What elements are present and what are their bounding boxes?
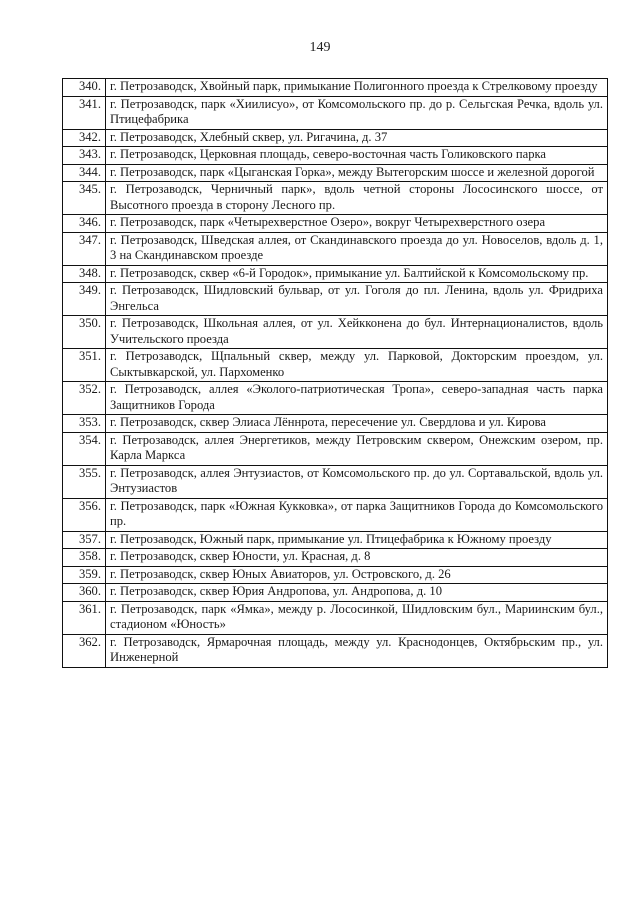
row-number: 341. (63, 96, 106, 129)
row-number: 344. (63, 164, 106, 182)
table-row (63, 382, 608, 415)
table-row (63, 432, 608, 465)
table-row (63, 584, 608, 602)
address-table (62, 78, 608, 668)
row-address: г. Петрозаводск, парк «Цыганская Горка», между Вытегорским шоссе и железной дорогой (106, 164, 608, 182)
row-address: г. Петрозаводск, Церковная площадь, северо-восточная часть Голиковского парка (106, 147, 608, 165)
table-row (63, 79, 608, 97)
row-address: г. Петрозаводск, Хвойный парк, примыкание Полигонного проезда к Стрелковому проезду (106, 79, 608, 97)
row-address: г. Петрозаводск, Хлебный сквер, ул. Ригачина, д. 37 (106, 129, 608, 147)
row-address: г. Петрозаводск, сквер Элиаса Лённрота, пересечение ул. Свердлова и ул. Кирова (106, 415, 608, 433)
row-address: г. Петрозаводск, сквер Юрия Андропова, ул. Андропова, д. 10 (106, 584, 608, 602)
row-address: г. Петрозаводск, парк «Четырехверстное Озеро», вокруг Четырехверстного озера (106, 215, 608, 233)
row-address: г. Петрозаводск, сквер Юности, ул. Красная, д. 8 (106, 549, 608, 567)
table-row (63, 129, 608, 147)
row-address: г. Петрозаводск, парк «Южная Кукковка», от парка Защитников Города до Комсомольского пр. (106, 498, 608, 531)
row-number: 345. (63, 182, 106, 215)
row-number: 361. (63, 601, 106, 634)
table-row (63, 215, 608, 233)
table-row (63, 531, 608, 549)
table-row (63, 96, 608, 129)
row-number: 362. (63, 634, 106, 667)
row-number: 355. (63, 465, 106, 498)
table-row (63, 182, 608, 215)
row-number: 342. (63, 129, 106, 147)
row-address: г. Петрозаводск, аллея «Эколого-патриотическая Тропа», северо-западная часть парка Защитников Города (106, 382, 608, 415)
table-row (63, 265, 608, 283)
row-address: г. Петрозаводск, Ярмарочная площадь, между ул. Краснодонцев, Октябрьским пр., ул. Инженерной (106, 634, 608, 667)
row-number: 350. (63, 316, 106, 349)
row-number: 353. (63, 415, 106, 433)
row-address: г. Петрозаводск, Щпальный сквер, между ул. Парковой, Докторским проездом, ул. Сыктывкарской, ул. Пархоменко (106, 349, 608, 382)
row-address: г. Петрозаводск, сквер Юных Авиаторов, ул. Островского, д. 26 (106, 566, 608, 584)
row-number: 359. (63, 566, 106, 584)
table-row (63, 549, 608, 567)
row-address: г. Петрозаводск, Школьная аллея, от ул. Хейкконена до бул. Интернационалистов, вдоль Учительского проезда (106, 316, 608, 349)
row-address: г. Петрозаводск, парк «Ямка», между р. Лососинкой, Шидловским бул., Мариинским бул., стадионом «Юность» (106, 601, 608, 634)
table-row (63, 232, 608, 265)
row-address: г. Петрозаводск, Шидловский бульвар, от ул. Гоголя до пл. Ленина, вдоль ул. Фридриха Энгельса (106, 283, 608, 316)
row-address: г. Петрозаводск, аллея Энергетиков, между Петровским сквером, Онежским озером, пр. Карла Маркса (106, 432, 608, 465)
row-number: 349. (63, 283, 106, 316)
table-row (63, 634, 608, 667)
table-row (63, 498, 608, 531)
row-number: 360. (63, 584, 106, 602)
row-number: 354. (63, 432, 106, 465)
table-row (63, 465, 608, 498)
table-row (63, 283, 608, 316)
row-number: 340. (63, 79, 106, 97)
table-row (63, 164, 608, 182)
row-number: 352. (63, 382, 106, 415)
row-number: 351. (63, 349, 106, 382)
row-address: г. Петрозаводск, сквер «6-й Городок», примыкание ул. Балтийской к Комсомольскому пр. (106, 265, 608, 283)
row-address: г. Петрозаводск, Шведская аллея, от Скандинавского проезда до ул. Новоселов, вдоль д. 1, 3 на Скандинавском проезде (106, 232, 608, 265)
row-number: 348. (63, 265, 106, 283)
page-number: 149 (309, 40, 331, 55)
table-row (63, 316, 608, 349)
table-row (63, 147, 608, 165)
table-row (63, 566, 608, 584)
row-address: г. Петрозаводск, аллея Энтузиастов, от Комсомольского пр. до ул. Сортавальской, вдоль ул. Энтузиастов (106, 465, 608, 498)
table-row (63, 415, 608, 433)
table-row (63, 601, 608, 634)
row-number: 343. (63, 147, 106, 165)
row-number: 346. (63, 215, 106, 233)
table-row (63, 349, 608, 382)
row-address: г. Петрозаводск, Черничный парк», вдоль четной стороны Лососинского шоссе, от Высотного проезда в сторону Лесного пр. (106, 182, 608, 215)
table-body (63, 79, 608, 668)
row-number: 358. (63, 549, 106, 567)
row-address: г. Петрозаводск, парк «Хиилисуо», от Комсомольского пр. до р. Сельгская Речка, вдоль ул. Птицефабрика (106, 96, 608, 129)
row-number: 357. (63, 531, 106, 549)
row-number: 356. (63, 498, 106, 531)
row-address: г. Петрозаводск, Южный парк, примыкание ул. Птицефабрика к Южному проезду (106, 531, 608, 549)
row-number: 347. (63, 232, 106, 265)
